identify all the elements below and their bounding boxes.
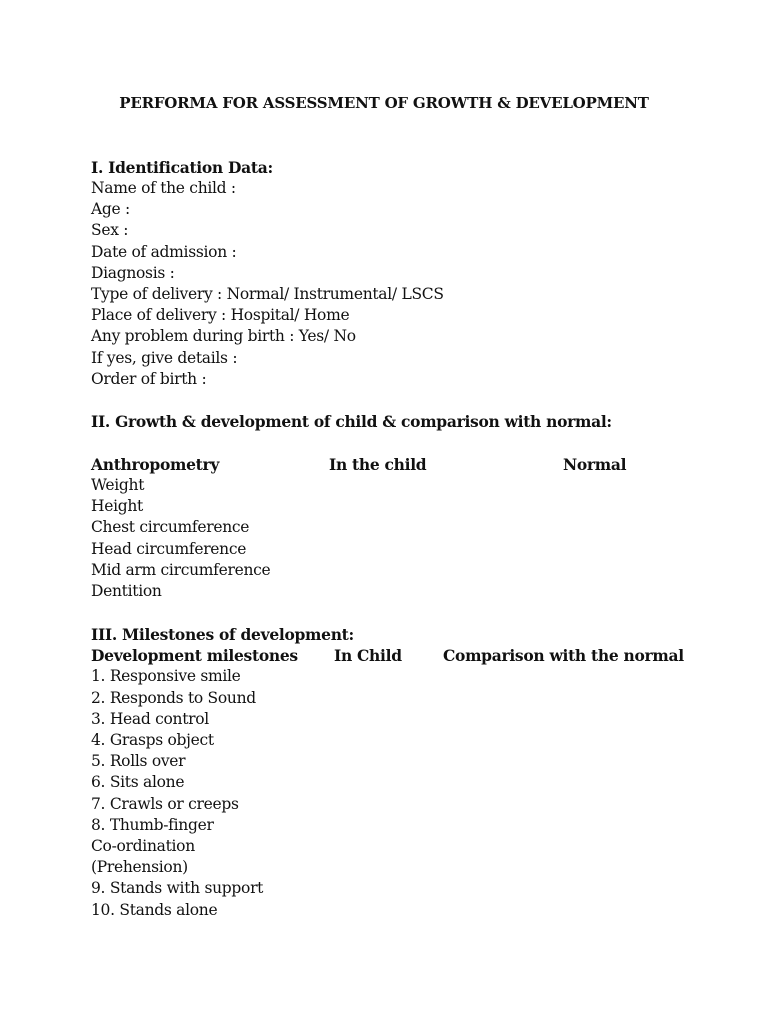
row-chest-circumference: Chest circumference	[91, 518, 250, 536]
milestone-row: 6. Sits alone	[91, 773, 185, 791]
milestone-row: 4. Grasps object	[91, 731, 214, 749]
field-date-of-admission: Date of admission :	[91, 243, 237, 261]
row-mid-arm-circumference: Mid arm circumference	[91, 561, 271, 579]
milestone-row: 5. Rolls over	[91, 752, 186, 770]
field-order-of-birth: Order of birth :	[91, 370, 207, 388]
field-problem-during-birth: Any problem during birth : Yes/ No	[91, 327, 356, 345]
field-diagnosis: Diagnosis :	[91, 264, 175, 282]
section-heading-milestones: III. Milestones of development:	[91, 625, 354, 644]
milestone-row: 9. Stands with support	[91, 879, 264, 897]
row-dentition: Dentition	[91, 582, 162, 600]
field-name-of-child: Name of the child :	[91, 179, 236, 197]
section-heading-growth: II. Growth & development of child & comparison with normal:	[91, 412, 612, 431]
column-header-anthropometry: Anthropometry	[91, 455, 220, 474]
milestone-row: 2. Responds to Sound	[91, 689, 256, 707]
field-if-yes-details: If yes, give details :	[91, 349, 238, 367]
row-height: Height	[91, 497, 143, 515]
milestone-row: 3. Head control	[91, 710, 209, 728]
field-age: Age :	[91, 200, 130, 218]
milestone-row: 7. Crawls or creeps	[91, 795, 239, 813]
field-type-of-delivery: Type of delivery : Normal/ Instrumental/ LSCS	[91, 285, 444, 303]
column-header-normal: Normal	[563, 455, 627, 474]
section-heading-identification: I. Identification Data:	[91, 158, 273, 177]
field-sex: Sex :	[91, 221, 129, 239]
milestone-row: Co-ordination	[91, 837, 195, 855]
column-header-comparison-normal: Comparison with the normal	[443, 646, 684, 665]
milestone-row: (Prehension)	[91, 858, 188, 876]
column-header-development-milestones: Development milestones	[91, 646, 298, 665]
milestone-row: 8. Thumb-finger	[91, 816, 214, 834]
column-header-in-the-child: In the child	[329, 455, 427, 474]
row-head-circumference: Head circumference	[91, 540, 247, 558]
row-weight: Weight	[91, 476, 145, 494]
milestone-row: 10. Stands alone	[91, 901, 218, 919]
column-header-in-child: In Child	[334, 646, 402, 665]
milestone-row: 1. Responsive smile	[91, 667, 241, 685]
page-title: PERFORMA FOR ASSESSMENT OF GROWTH & DEVELOPMENT	[119, 94, 649, 112]
field-place-of-delivery: Place of delivery : Hospital/ Home	[91, 306, 350, 324]
